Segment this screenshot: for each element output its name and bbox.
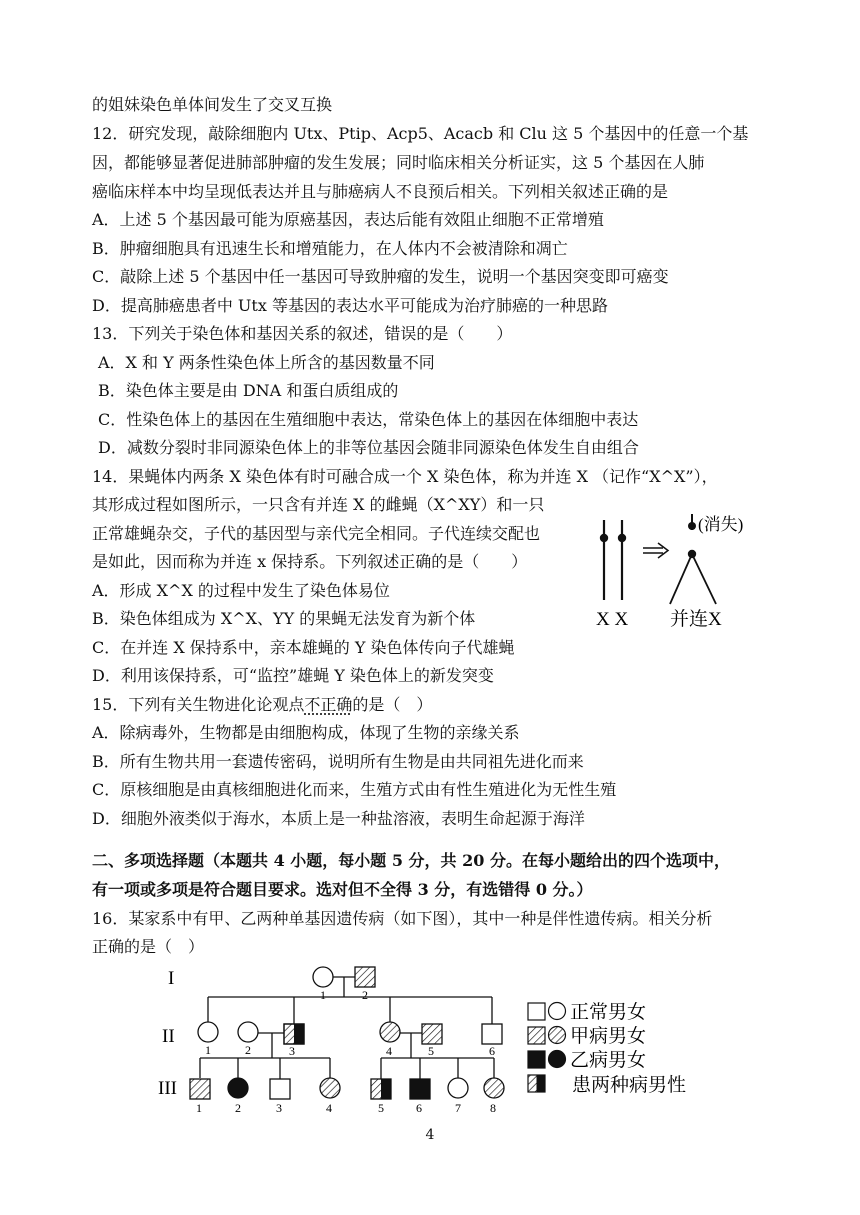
fused-chromosome (670, 550, 716, 604)
question-13-stem: 13．下列关于染色体和基因关系的叙述，错误的是（ ） (92, 324, 513, 343)
individual-number: 2 (362, 988, 368, 1002)
question-14-stem: 14．果蝇体内两条 X 染色体有时可融合成一个 X 染色体，称为并连 X （记作“X^X”）， (92, 467, 718, 486)
option-14c: C．在并连 X 保持系中，亲本雄蝇的 Y 染色体传向子代雄蝇 (92, 638, 515, 657)
iii8-jia-female (484, 1078, 504, 1098)
legend-yi-label: 乙病男女 (570, 1050, 647, 1071)
individual-number: 4 (386, 1044, 392, 1058)
ii4-jia-female (380, 1022, 400, 1042)
section-heading: 二、多项选择题（本题共 4 小题，每小题 5 分，共 20 分。在每小题给出的四个选项中， (92, 851, 730, 870)
legend-yi-female-icon (549, 1051, 566, 1068)
ii5-jia-male (422, 1024, 442, 1044)
text-line: 癌临床样本中均呈现低表达并且与肺癌病人不良预后相关。下列相关叙述正确的是 (92, 182, 669, 201)
option-15d: D．细胞外液类似于海水，本质上是一种盐溶液，表明生命起源于海洋 (92, 809, 585, 828)
individual-number: 8 (490, 1101, 496, 1115)
individual-number: 3 (276, 1101, 282, 1115)
option-12c: C．敲除上述 5 个基因中任一基因可导致肿瘤的发生，说明一个基因突变即可癌变 (92, 267, 669, 286)
legend-both-male-icon (528, 1075, 545, 1092)
text-segment: 15．下列有关生物进化论观点 (92, 695, 305, 714)
ii2-normal-female (238, 1022, 258, 1042)
option-14b: B．染色体组成为 X^X、YY 的果蝇无法发育为新个体 (92, 609, 476, 628)
emphasis-text: 不正确 (304, 695, 353, 714)
x-chromosome-2 (618, 520, 626, 600)
i1-normal-female (313, 967, 333, 987)
text-segment: 的是（ ） (352, 695, 433, 714)
individual-number: 1 (320, 988, 326, 1002)
question-12-stem: 12．研究发现，敲除细胞内 Utx、Ptip、Acp5、Acacb 和 Clu 这 5 个基因中的任意一个基 (92, 124, 749, 143)
i2-jia-male (355, 967, 375, 987)
individual-number: 6 (489, 1044, 495, 1058)
pedigree-chart (150, 960, 740, 1120)
generation-label: II (162, 1026, 175, 1047)
fused-x-label: 并连X (670, 609, 722, 630)
individual-number: 2 (245, 1043, 251, 1057)
ii3-both-male (284, 1024, 304, 1044)
individual-number: 5 (428, 1044, 434, 1058)
iii4-jia-female (320, 1078, 340, 1098)
text-line: 的姐妹染色单体间发生了交叉互换 (92, 95, 333, 114)
option-14d: D．利用该保持系，可“监控”雄蝇 Y 染色体上的新发突变 (92, 666, 494, 685)
individual-number: 4 (326, 1101, 332, 1115)
legend-normal-male-icon (528, 1003, 545, 1020)
legend-jia-female-icon (549, 1027, 566, 1044)
text-line: 其形成过程如图所示，一只含有并连 X 的雌蝇（X^XY）和一只 (92, 495, 545, 514)
text-line: 正确的是（ ） (92, 937, 205, 956)
x-chromosome-1 (600, 520, 608, 600)
xx-label: X X (596, 609, 629, 630)
fused-x-figure (588, 512, 744, 640)
generation-label: I (168, 968, 175, 989)
legend-jia-male-icon (528, 1027, 545, 1044)
option-15c: C．原核细胞是由真核细胞进化而来，生殖方式由有性生殖进化为无性生殖 (92, 780, 617, 799)
iii7-normal-female (448, 1078, 468, 1098)
option-12a: A．上述 5 个基因最可能为原癌基因，表达后能有效阻止细胞不正常增殖 (92, 210, 604, 229)
vanished-centromere (688, 514, 696, 530)
option-13a: A．X 和 Y 两条性染色体上所含的基因数量不同 (98, 353, 435, 372)
iii6-yi-male (410, 1079, 430, 1099)
text-line: 因，都能够显著促进肺部肿瘤的发生发展；同时临床相关分析证实，这 5 个基因在人肺 (92, 153, 705, 172)
section-heading-cont: 有一项或多项是符合题目要求。选对但不全得 3 分，有选错得 0 分。） (92, 880, 593, 899)
iii1-jia-male (190, 1079, 210, 1099)
legend-jia-label: 甲病男女 (570, 1026, 647, 1047)
legend-normal-label: 正常男女 (570, 1002, 647, 1023)
legend-both-label: 患两种病男性 (572, 1075, 687, 1096)
question-16-stem: 16．某家系中有甲、乙两种单基因遗传病（如下图），其中一种是伴性遗传病。相关分析 (92, 909, 713, 928)
legend-normal-female-icon (549, 1003, 566, 1020)
text-line: 正常雄蝇杂交，子代的基因型与亲代完全相同。子代连续交配也 (92, 524, 541, 543)
ii6-normal-male (482, 1024, 502, 1044)
iii2-yi-female (228, 1078, 248, 1098)
individual-number: 1 (205, 1043, 211, 1057)
individual-number: 3 (289, 1044, 295, 1058)
ii1-normal-female (198, 1022, 218, 1042)
generation-label: III (158, 1078, 177, 1099)
page-number: 4 (425, 1127, 435, 1143)
vanish-label: (消失) (698, 515, 744, 534)
option-14a: A．形成 X^X 的过程中发生了染色体易位 (92, 581, 390, 600)
legend-yi-male-icon (528, 1051, 545, 1068)
option-12d: D．提高肺癌患者中 Utx 等基因的表达水平可能成为治疗肺癌的一种思路 (92, 296, 608, 315)
arrow-icon (643, 543, 668, 558)
individual-number: 5 (378, 1101, 384, 1115)
pedigree-legend (528, 1001, 686, 1096)
option-13c: C．性染色体上的基因在生殖细胞中表达，常染色体上的基因在体细胞中表达 (98, 410, 639, 429)
iii3-normal-male (270, 1079, 290, 1099)
option-13d: D．减数分裂时非同源染色体上的非等位基因会随非同源染色体发生自由组合 (98, 438, 639, 457)
individual-number: 6 (416, 1101, 422, 1115)
option-13b: B．染色体主要是由 DNA 和蛋白质组成的 (98, 381, 399, 400)
option-12b: B．肿瘤细胞具有迅速生长和增殖能力，在人体内不会被清除和凋亡 (92, 239, 568, 258)
individual-number: 2 (235, 1101, 241, 1115)
question-15-stem (92, 694, 432, 716)
iii5-both-male (371, 1079, 391, 1099)
individual-number: 1 (196, 1101, 202, 1115)
option-15a: A．除病毒外，生物都是由细胞构成，体现了生物的亲缘关系 (92, 723, 520, 742)
individual-number: 7 (455, 1101, 461, 1115)
text-line: 是如此，因而称为并连 x 保持系。下列叙述正确的是（ ） (92, 552, 528, 571)
option-15b: B．所有生物共用一套遗传密码，说明所有生物是由共同祖先进化而来 (92, 752, 584, 771)
